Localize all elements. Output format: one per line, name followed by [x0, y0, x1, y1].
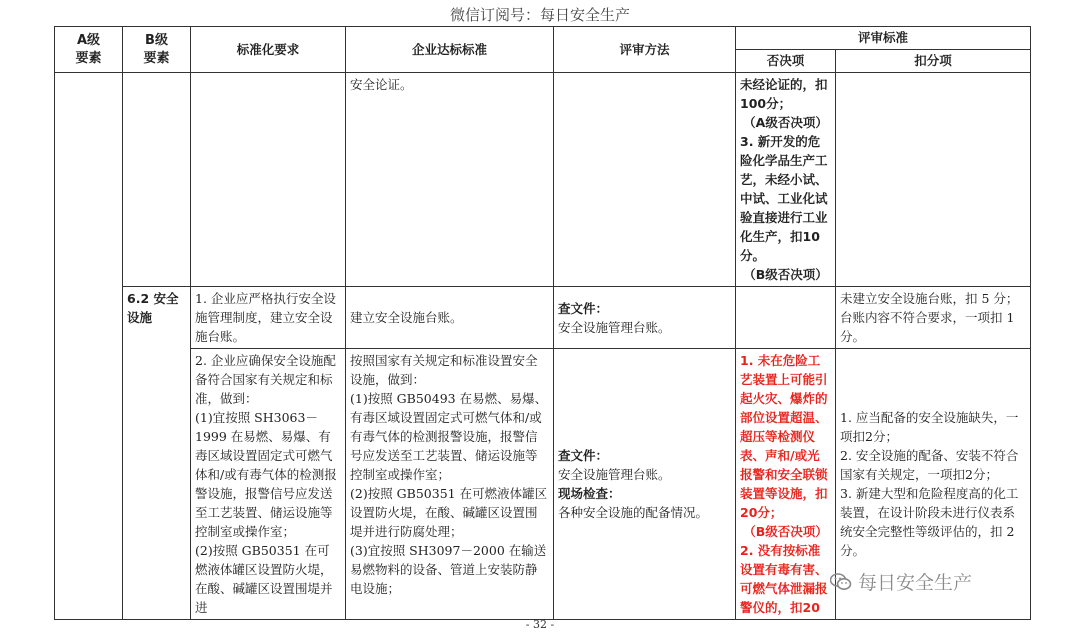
requirement-cell	[191, 73, 346, 287]
deduction-cell	[836, 73, 1031, 287]
veto-cell	[736, 349, 836, 620]
b-element-cell: 6.2 安全设施	[123, 287, 191, 620]
watermark	[830, 568, 972, 595]
enterprise-standard-cell: 建立安全设施台账。	[346, 287, 554, 349]
veto-line: 未经论证的，扣100分；	[740, 77, 828, 111]
col-enterprise-standard: 企业达标标准	[346, 27, 554, 73]
requirement-cell	[191, 349, 346, 620]
method-text: 各种安全设施的配备情况。	[558, 505, 709, 520]
method-label: 现场检查：	[558, 486, 621, 501]
method-label: 查文件：	[558, 448, 609, 463]
deduction-line: 2. 安全设施的配备、安装不符合国家有关规定，一项扣2分；	[840, 448, 1019, 482]
deduction-line: 1. 应当配备的安全设施缺失，一项扣2分；	[840, 410, 1019, 444]
deduction-line: 3. 新建大型和危险程度高的化工装置，在设计阶段未进行仪表系统安全完整性等级评估的，扣 2 分。	[840, 486, 1019, 558]
enterprise-standard-cell	[346, 349, 554, 620]
table-row	[55, 287, 1031, 349]
a-element-cell	[55, 73, 123, 620]
col-veto: 否决项	[736, 50, 836, 73]
deduction-cell: 未建立安全设施台账，扣 5 分；台账内容不符合要求，一项扣 1 分。	[836, 287, 1031, 349]
table-row	[55, 73, 1031, 287]
requirement-cell: 1. 企业应严格执行安全设施管理制度，建立安全设施台账。	[191, 287, 346, 349]
method-label: 查文件：	[558, 300, 609, 316]
b-element-cell	[123, 73, 191, 287]
watermark-text: 每日安全生产	[858, 572, 973, 594]
col-method: 评审方法	[554, 27, 736, 73]
veto-line: （A级否决项）	[743, 115, 828, 130]
requirement-text: 2. 企业应确保安全设施配备符合国家有关规定和标准，做到： (1)宜按照 SH3063－1999 在易燃、易爆、有毒区域设置固定式可燃气体和/或有毒气体的检测报警设施，报警信号应发送至工艺装置、储运设施等控制室或操作室； (2)按照 GB50351 在可燃液体罐区设置防火堤，在酸、碱罐区设置围堤并进	[195, 353, 337, 615]
col-a-element: A级 要素	[55, 27, 123, 73]
method-cell	[554, 287, 736, 349]
wechat-icon	[830, 573, 852, 591]
enterprise-standard-text: 按照国家有关规定和标准设置安全设施，做到： (1)按照 GB50493 在易燃、易爆、有毒区域设置固定式可燃气体和/或有毒气体的检测报警设施，报警信号应发送至工艺装置、储运设施等控制室或操作室； (2)按照 GB50351 在可燃液体罐区设置防火堤，在酸、碱罐区设置围堤并进行防腐处理； (3)宜按照 SH3097－2000 在输送易燃物料的设备、管道上安装防静电设施；	[350, 353, 548, 596]
page-number: - 32 -	[525, 618, 555, 631]
veto-red-text: 1. 未在危险工艺装置上可能引起火灾、爆炸的部位设置超温、超压等检测仪表、声和/或光报警和安全联锁装置等设施，扣20分；	[740, 353, 828, 520]
standards-table	[54, 26, 1031, 620]
col-b-element: B级 要素	[123, 27, 191, 73]
veto-red-text: 2. 没有按标准设置有毒有害、可燃气体泄漏报警仪的，扣20	[740, 543, 828, 615]
page-header: 微信订阅号：每日安全生产	[449, 6, 630, 24]
veto-red-text: （B级否决项）	[743, 524, 828, 539]
method-text: 安全设施管理台账。	[558, 467, 671, 482]
veto-line: 3. 新开发的危险化学品生产工艺，未经小试、中试、工业化试验直接进行工业化生产，扣10分。	[740, 134, 828, 263]
veto-cell	[736, 73, 836, 287]
method-text: 安全设施管理台账。	[558, 319, 671, 335]
col-deduction: 扣分项	[836, 50, 1031, 73]
enterprise-standard-cell: 安全论证。	[346, 73, 554, 287]
veto-cell	[736, 287, 836, 349]
method-cell	[554, 73, 736, 287]
method-cell	[554, 349, 736, 620]
col-criteria: 评审标准	[736, 27, 1031, 50]
col-requirement: 标准化要求	[191, 27, 346, 73]
veto-line: （B级否决项）	[743, 267, 828, 282]
